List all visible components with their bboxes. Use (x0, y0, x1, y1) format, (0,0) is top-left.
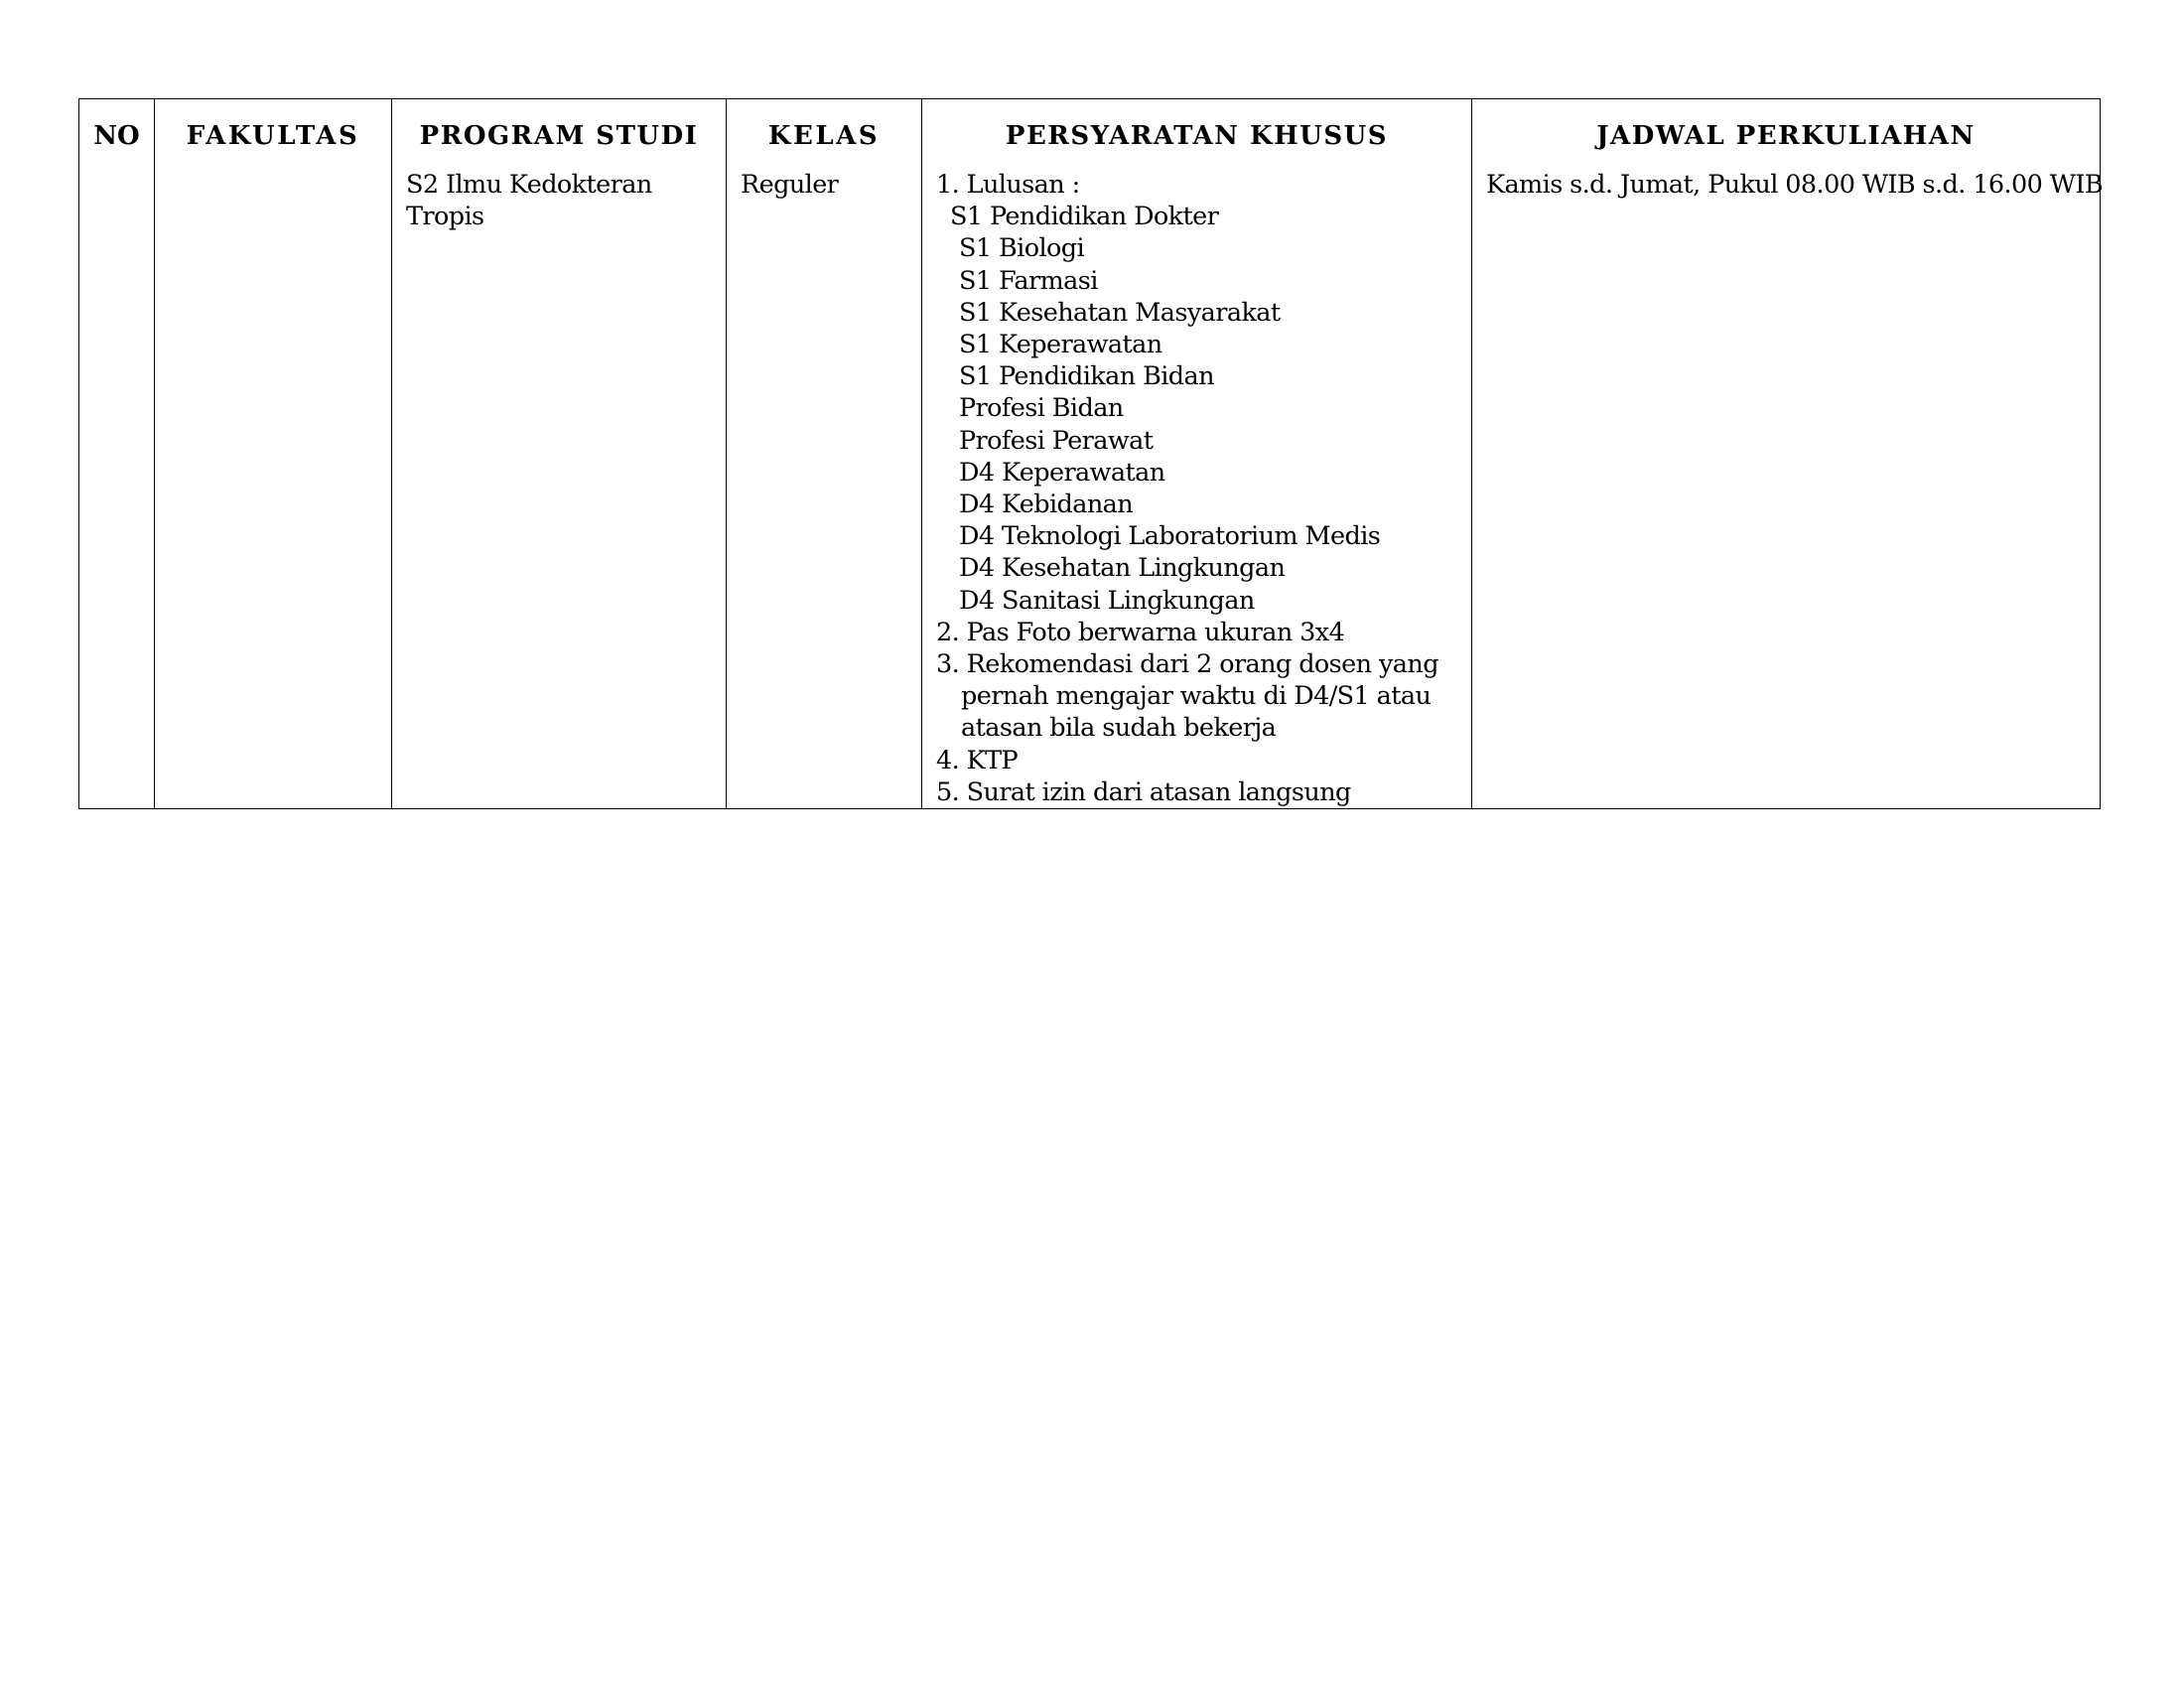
persyaratan-list (936, 169, 1463, 808)
lulusan-item: D4 Kebidanan (959, 490, 1134, 520)
persyaratan-item-3-line3: atasan bila sudah bekerja (961, 713, 1277, 744)
requirements-table (78, 98, 2104, 809)
lulusan-item: S1 Farmasi (959, 265, 1098, 296)
persyaratan-item-4: 4. KTP (936, 745, 1019, 775)
persyaratan-item-2: 2. Pas Foto berwarna ukuran 3x4 (936, 617, 1345, 647)
lulusan-item: Profesi Perawat (959, 425, 1154, 456)
lulusan-item: S1 Pendidikan Dokter (950, 202, 1219, 232)
table-header-row (79, 99, 2101, 152)
lulusan-item: S1 Keperawatan (959, 330, 1162, 360)
lulusan-item: D4 Keperawatan (959, 457, 1165, 488)
lulusan-item: S1 Biologi (959, 233, 1085, 264)
persyaratan-item-3-line2: pernah mengajar waktu di D4/S1 atau (961, 681, 1432, 712)
cell-jadwal-perkuliahan (1472, 151, 2104, 809)
header-no: NO (79, 99, 155, 152)
lulusan-item: D4 Sanitasi Lingkungan (959, 585, 1255, 616)
lulusan-item: Profesi Bidan (959, 393, 1124, 424)
program-studi-line2: Tropis (406, 202, 484, 232)
program-studi-line1: S2 Ilmu Kedokteran (406, 170, 652, 200)
persyaratan-item-1: 1. Lulusan : (936, 170, 1080, 200)
persyaratan-item-5: 5. Surat izin dari atasan langsung (936, 776, 1351, 807)
cell-persyaratan-khusus (922, 151, 1472, 809)
header-jadwal-perkuliahan: JADWAL PERKULIAHAN (1472, 99, 2101, 152)
lulusan-item: S1 Pendidikan Bidan (959, 361, 1214, 392)
lulusan-item: D4 Kesehatan Lingkungan (959, 553, 1286, 584)
cell-kelas (727, 151, 922, 809)
header-persyaratan-khusus: PERSYARATAN KHUSUS (922, 99, 1472, 152)
jadwal-text: Kamis s.d. Jumat, Pukul 08.00 WIB s.d. 16.00 WIB (1486, 170, 2104, 200)
header-program-studi: PROGRAM STUDI (392, 99, 727, 152)
header-fakultas: FAKULTAS (155, 99, 392, 152)
lulusan-item: D4 Teknologi Laboratorium Medis (959, 521, 1381, 552)
table-row (79, 151, 2101, 809)
cell-no (79, 151, 155, 809)
lulusan-item: S1 Kesehatan Masyarakat (959, 297, 1281, 328)
cell-program-studi (392, 151, 727, 809)
kelas-text: Reguler (741, 170, 839, 200)
cell-fakultas (155, 151, 392, 809)
header-kelas: KELAS (727, 99, 922, 152)
persyaratan-item-3-line1: 3. Rekomendasi dari 2 orang dosen yang (936, 649, 1438, 680)
